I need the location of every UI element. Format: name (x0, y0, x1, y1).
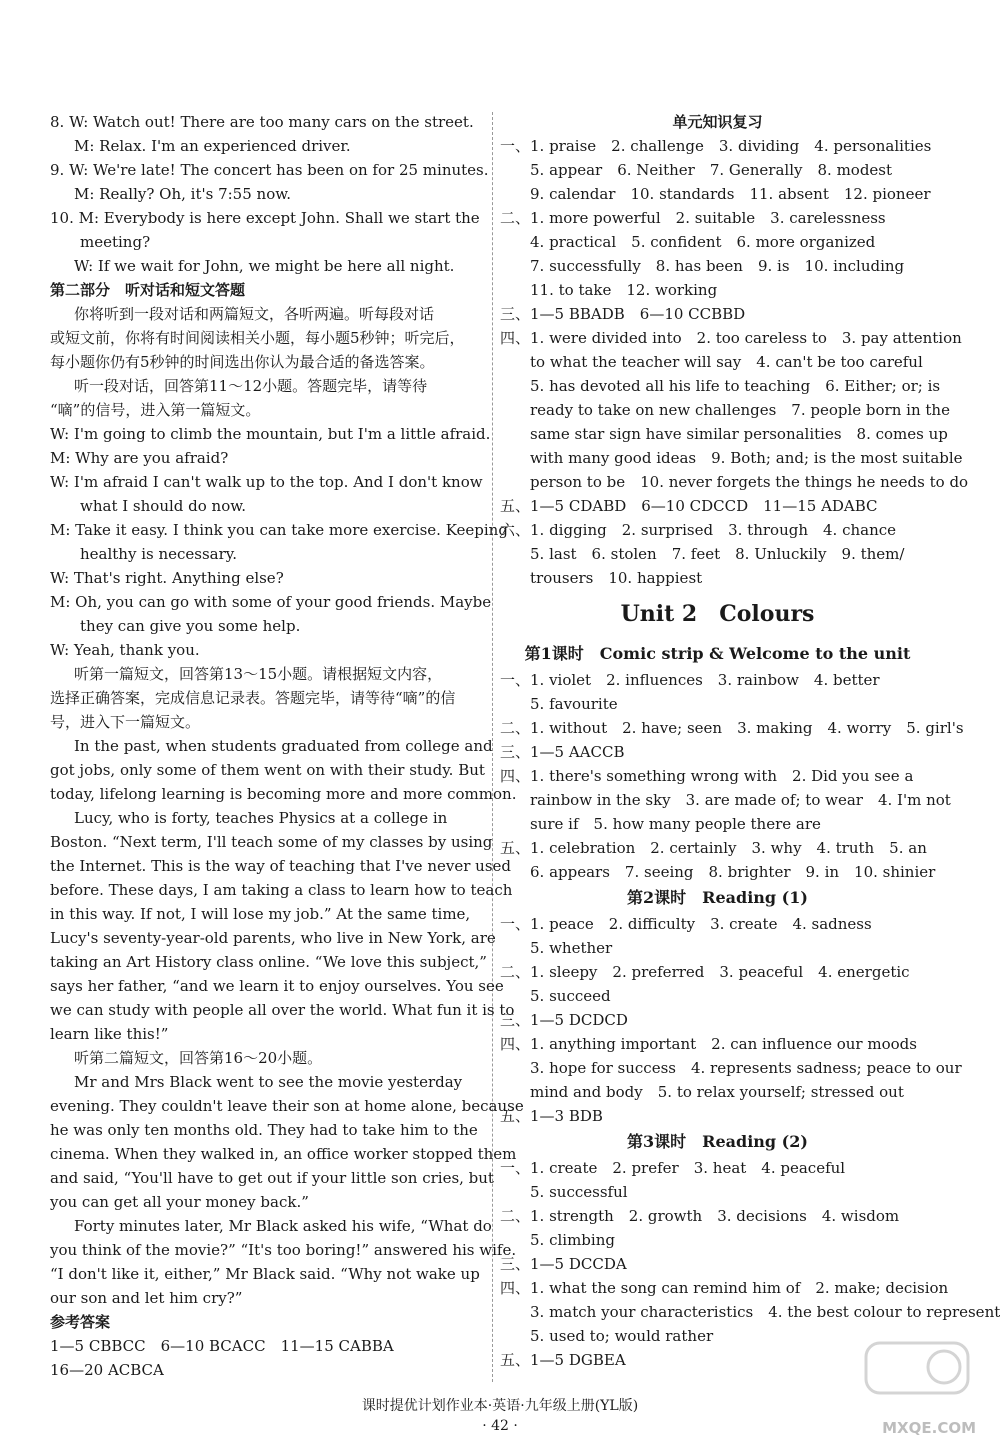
lesson-1-answer-line: 二、1. without 2. have; seen 3. making 4. worry 5. girl's (500, 719, 964, 737)
review-answer-line: 六、1. digging 2. surprised 3. through 4. chance (500, 521, 897, 539)
listening-text-line: Boston. “Next term, I'll teach some of my classes by using (50, 833, 493, 851)
review-answer-line: with many good ideas 9. Both; and; is the most suitable (530, 449, 963, 467)
lesson-2-answer-line: 三、1—5 DCDCD (500, 1011, 628, 1029)
lesson-1-answer-line: 三、1—5 AACCB (500, 743, 625, 761)
listening-text-line: you can get all your money back.” (50, 1193, 309, 1211)
review-answer-line: 9. calendar 10. standards 11. absent 12. pioneer (530, 185, 931, 203)
listening-text-line: our son and let him cry?” (50, 1289, 243, 1307)
listening-text-line: Lucy's seventy-year-old parents, who live in New York, are (50, 929, 496, 947)
listening-text-line: Mr and Mrs Black went to see the movie yesterday (74, 1073, 463, 1091)
lesson-2-title: 第2课时 Reading (1) (627, 888, 808, 907)
listening-text-line: M: Really? Oh, it's 7:55 now. (74, 185, 292, 203)
listening-text-line: evening. They couldn't leave their son at home alone, because (50, 1097, 524, 1115)
listening-text-line: 每小题你仍有5秒钟的时间选出你认为最合适的备选答案。 (50, 353, 435, 371)
lesson-3-answer-line: 五、1—5 DGBEA (500, 1351, 626, 1369)
listening-text-line: and said, “You'll have to get out if your little son cries, but (50, 1169, 494, 1187)
listening-text-line: says her father, “and we learn it to enjoy ourselves. You see (50, 977, 504, 995)
review-answers (500, 134, 969, 590)
lesson-3-answer-line: 3. match your characteristics 4. the best colour to represent (530, 1303, 1000, 1321)
listening-text-line: today, lifelong learning is becoming more and more common. (50, 785, 517, 803)
page-number: · 42 · (482, 1418, 518, 1434)
listening-text-line: 10. M: Everybody is here except John. Shall we start the (50, 209, 480, 227)
lesson-2-answer-line: 5. whether (530, 939, 613, 957)
listening-text-line: W: Yeah, thank you. (50, 641, 200, 659)
lesson-3-answer-line: 5. successful (530, 1183, 628, 1201)
listening-text-line: the Internet. This is the way of teaching that I've never used (50, 857, 511, 875)
listening-text-line: W: That's right. Anything else? (50, 569, 284, 587)
review-answer-line: 四、1. were divided into 2. too careless to 3. pay attention (500, 329, 962, 347)
listening-text-line: Lucy, who is forty, teaches Physics at a college in (74, 809, 448, 827)
listening-text-line: 听第二篇短文，回答第16～20小题。 (74, 1049, 323, 1067)
watermark-text: MXQE.COM (882, 1419, 976, 1437)
review-answer-line: same star sign have similar personalities 8. comes up (530, 425, 948, 443)
left-column (50, 110, 524, 1382)
review-answer-line: 5. appear 6. Neither 7. Generally 8. modest (530, 161, 893, 179)
listening-text-line: 听第一篇短文，回答第13～15小题。请根据短文内容， (74, 665, 443, 683)
listening-text-line: what I should do now. (80, 497, 247, 515)
listening-text-line: before. These days, I am taking a class to learn how to teach (50, 881, 513, 899)
listening-text-line: M: Take it easy. I think you can take more exercise. Keeping (50, 521, 508, 539)
listening-text-line: W: I'm going to climb the mountain, but I'm a little afraid. (50, 425, 491, 443)
listening-text-line: learn like this!” (50, 1025, 169, 1043)
review-answer-line: 一、1. praise 2. challenge 3. dividing 4. personalities (500, 137, 932, 155)
listening-text-line: he was only ten months old. They had to take him to the (50, 1121, 478, 1139)
review-answer-line: 三、1—5 BBADB 6—10 CCBBD (500, 305, 746, 323)
listening-text-line: got jobs, only some of them went on with their study. But (50, 761, 485, 779)
listening-text-line: 9. W: We're late! The concert has been on for 25 minutes. (50, 161, 489, 179)
listening-text-line: M: Oh, you can go with some of your good friends. Maybe (50, 593, 492, 611)
listening-text-line: Forty minutes later, Mr Black asked his wife, “What do (74, 1217, 492, 1235)
lesson-3-answer-line: 5. used to; would rather (530, 1327, 714, 1345)
review-answer-line: 11. to take 12. working (530, 281, 718, 299)
listening-text-line: 你将听到一段对话和两篇短文，各听两遍。听每段对话 (74, 305, 435, 323)
listening-text-line: 号，进入下一篇短文。 (50, 713, 201, 731)
watermark-logo-icon (862, 1333, 972, 1413)
right-column (500, 110, 1000, 1372)
lesson-2-answer-line: 五、1—3 BDB (500, 1107, 603, 1125)
listening-text-line: you think of the movie?” “It's too boring!” answered his wife. (50, 1241, 517, 1259)
listening-text-line: they can give you some help. (80, 617, 301, 635)
listening-text-line: “嘀”的信号，进入第一篇短文。 (50, 401, 261, 419)
listening-text-line: W: I'm afraid I can't walk up to the top. And I don't know (50, 473, 483, 491)
review-answer-line: 5. last 6. stolen 7. feet 8. Unluckily 9. them/ (530, 545, 905, 563)
lesson-1-answer-line: 一、1. violet 2. influences 3. rainbow 4. better (500, 671, 880, 689)
lesson-2-answer-line: 一、1. peace 2. difficulty 3. create 4. sadness (500, 915, 872, 933)
listening-text-line: 听一段对话，回答第11～12小题。答题完毕，请等待 (74, 377, 428, 395)
review-answer-line: person to be 10. never forgets the things he needs to do (530, 473, 969, 491)
review-title: 单元知识复习 (672, 113, 763, 131)
listening-text-line: 1—5 CBBCC 6—10 BCACC 11—15 CABBA (50, 1337, 394, 1355)
review-answer-line: 5. has devoted all his life to teaching 6. Either; or; is (530, 377, 941, 395)
lesson-1-answer-line: 6. appears 7. seeing 8. brighter 9. in 10. shinier (530, 863, 936, 881)
lesson-1-answer-line: rainbow in the sky 3. are made of; to wear 4. I'm not (530, 791, 951, 809)
listening-text-line: 参考答案 (50, 1313, 111, 1331)
listening-text-line: W: If we wait for John, we might be here all night. (74, 257, 455, 275)
lesson-3-answer-line: 三、1—5 DCCDA (500, 1255, 627, 1273)
review-answer-line: 二、1. more powerful 2. suitable 3. carelessness (500, 209, 886, 227)
listening-text-line: M: Why are you afraid? (50, 449, 229, 467)
review-answer-line: to what the teacher will say 4. can't be too careful (530, 353, 923, 371)
listening-text-line: we can study with people all over the world. What fun it is to (50, 1001, 515, 1019)
lesson-2-answer-line: 5. succeed (530, 987, 611, 1005)
lesson-1-title: 第1课时 Comic strip & Welcome to the unit (524, 644, 911, 663)
listening-text-line: 或短文前，你将有时间阅读相关小题，每小题5秒钟；听完后， (50, 329, 465, 347)
book-title: 课时提优计划作业本·英语·九年级上册(YL版) (361, 1398, 639, 1414)
listening-text-line: M: Relax. I'm an experienced driver. (74, 137, 351, 155)
lesson-3-answer-line: 二、1. strength 2. growth 3. decisions 4. wisdom (500, 1207, 900, 1225)
lesson-1-answer-line: sure if 5. how many people there are (530, 815, 821, 833)
listening-text-line: 选择正确答案，完成信息记录表。答题完毕，请等待“嘀”的信 (50, 689, 456, 707)
lesson-2-answers (500, 912, 962, 1128)
review-answer-line: trousers 10. happiest (530, 569, 703, 587)
listening-text-line: in this way. If not, I will lose my job.” At the same time, (50, 905, 471, 923)
lesson-3-answer-line: 5. climbing (530, 1231, 615, 1249)
unit-title: Unit 2 Colours (620, 601, 815, 627)
review-answer-line: 4. practical 5. confident 6. more organized (530, 233, 876, 251)
lesson-2-answer-line: mind and body 5. to relax yourself; stressed out (530, 1083, 904, 1101)
review-answer-line: 7. successfully 8. has been 9. is 10. including (530, 257, 905, 275)
lesson-3-answer-line: 一、1. create 2. prefer 3. heat 4. peaceful (500, 1159, 846, 1177)
review-answer-line: ready to take on new challenges 7. people born in the (530, 401, 950, 419)
listening-text-line: taking an Art History class online. “We love this subject,” (50, 953, 487, 971)
review-answer-line: 五、1—5 CDABD 6—10 CDCCD 11—15 ADABC (500, 497, 878, 515)
lesson-1-answer-line: 5. favourite (530, 695, 618, 713)
listening-text-line: In the past, when students graduated from college and (74, 737, 493, 755)
lesson-1-answer-line: 五、1. celebration 2. certainly 3. why 4. truth 5. an (500, 839, 927, 857)
lesson-2-answer-line: 二、1. sleepy 2. preferred 3. peaceful 4. energetic (500, 963, 910, 981)
lesson-3-answer-line: 四、1. what the song can remind him of 2. make; decision (500, 1279, 949, 1297)
listening-text-line: cinema. When they walked in, an office worker stopped them (50, 1145, 517, 1163)
lesson-1-answers (500, 668, 964, 884)
listening-text-line: meeting? (80, 233, 151, 251)
listening-text-line: 8. W: Watch out! There are too many cars on the street. (50, 113, 474, 131)
listening-text-line: “I don't like it, either,” Mr Black said. “Why not wake up (50, 1265, 480, 1283)
lesson-2-answer-line: 3. hope for success 4. represents sadness; peace to our (530, 1059, 962, 1077)
lesson-1-answer-line: 四、1. there's something wrong with 2. Did you see a (500, 767, 914, 785)
listening-text-line: 第二部分 听对话和短文答题 (50, 281, 246, 299)
listening-text-line: healthy is necessary. (80, 545, 238, 563)
lesson-3-title: 第3课时 Reading (2) (627, 1132, 808, 1151)
listening-text-line: 16—20 ACBCA (50, 1361, 164, 1379)
lesson-2-answer-line: 四、1. anything important 2. can influence our moods (500, 1035, 917, 1053)
page-footer (0, 1396, 1000, 1436)
